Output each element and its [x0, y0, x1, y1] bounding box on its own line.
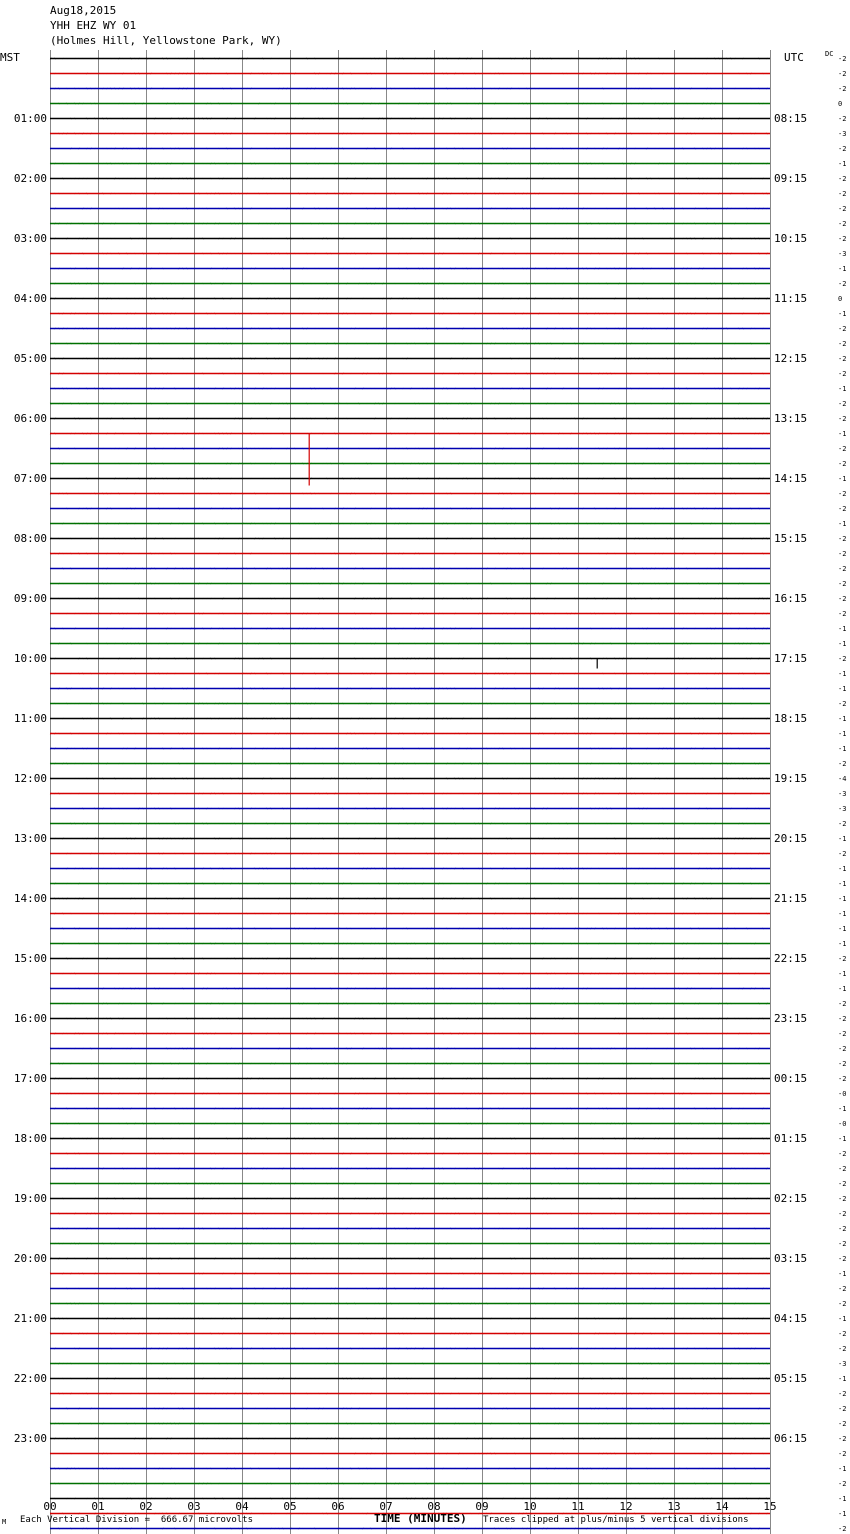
right-time-label: 22:15	[774, 952, 808, 965]
dc-offset-label: -2	[838, 1405, 847, 1413]
left-time-label: 09:00	[13, 592, 47, 605]
x-tick-label: 12	[619, 1500, 633, 1513]
dc-offset-label: -2	[838, 325, 847, 333]
dc-offset-label: -2	[838, 175, 847, 183]
dc-offset-label: -1	[838, 685, 847, 693]
x-tick-label: 07	[379, 1500, 393, 1513]
footer-mark: M	[2, 1518, 7, 1526]
dc-offset-label: -2	[838, 490, 847, 498]
station-location: (Holmes Hill, Yellowstone Park, WY)	[50, 34, 282, 47]
left-time-label: 11:00	[13, 712, 47, 725]
dc-offset-label: -1	[838, 1315, 847, 1323]
dc-offset-label: -2	[838, 400, 847, 408]
right-time-label: 00:15	[774, 1072, 808, 1085]
right-time-label: 02:15	[774, 1192, 808, 1205]
left-time-label: 16:00	[13, 1012, 47, 1025]
dc-offset-label: -2	[838, 580, 847, 588]
right-time-label: 17:15	[774, 652, 808, 665]
trace-group	[50, 58, 770, 1534]
dc-offset-label: -2	[838, 505, 847, 513]
dc-offset-label: -1	[838, 385, 847, 393]
dc-offset-label: -2	[838, 355, 847, 363]
dc-offset-label: -2	[838, 1015, 847, 1023]
dc-offset-label: -2	[838, 220, 847, 228]
dc-offset-label: -2	[838, 1525, 847, 1533]
x-tick-label: 13	[667, 1500, 681, 1513]
x-tick-label: 15	[763, 1500, 777, 1513]
dc-offset-label: -3	[838, 250, 847, 258]
dc-offset-label: -1	[838, 1375, 847, 1383]
dc-offset-label: -1	[838, 1105, 847, 1113]
clip-note: Traces clipped at plus/minus 5 vertical divisions	[483, 1515, 749, 1525]
right-time-label: 21:15	[774, 892, 808, 905]
dc-offset-label: -2	[838, 760, 847, 768]
dc-offset-label: -1	[838, 160, 847, 168]
left-time-label: 20:00	[13, 1252, 47, 1265]
dc-offset-label: 0	[838, 295, 843, 303]
right-time-label: 19:15	[774, 772, 808, 785]
station-id: YHH EHZ WY 01	[50, 19, 137, 32]
dc-offset-label: -1	[838, 265, 847, 273]
dc-offset-label: -1	[838, 1270, 847, 1278]
right-time-label: 16:15	[774, 592, 808, 605]
dc-offset-label: -2	[838, 565, 847, 573]
dc-offset-label: -2	[838, 1420, 847, 1428]
left-time-label: 22:00	[13, 1372, 47, 1385]
left-time-label: 02:00	[13, 172, 47, 185]
x-tick-label: 10	[523, 1500, 537, 1513]
dc-offset-label: -2	[838, 1030, 847, 1038]
left-time-label: 12:00	[13, 772, 47, 785]
right-time-label: 20:15	[774, 832, 808, 845]
dc-offset-label: -1	[838, 640, 847, 648]
right-time-label: 09:15	[774, 172, 808, 185]
left-time-label: 01:00	[13, 112, 47, 125]
left-time-label: 10:00	[13, 652, 47, 665]
dc-offset-label: -3	[838, 790, 847, 798]
dc-offset-label: -1	[838, 880, 847, 888]
dc-offset-label: -2	[838, 1225, 847, 1233]
x-tick-label: 04	[235, 1500, 249, 1513]
dc-offset-label: -0	[838, 1090, 847, 1098]
dc-offset-label: -1	[838, 1495, 847, 1503]
dc-offset-label: -2	[838, 1390, 847, 1398]
dc-offset-label: -1	[838, 985, 847, 993]
dc-offset-label: -2	[838, 1210, 847, 1218]
right-time-label: 11:15	[774, 292, 808, 305]
dc-offset-label: -3	[838, 805, 847, 813]
left-time-label: 23:00	[13, 1432, 47, 1445]
x-tick-label: 11	[571, 1500, 585, 1513]
dc-offset-label: -1	[838, 1465, 847, 1473]
dc-offset-label: -2	[838, 1480, 847, 1488]
dc-offset-label: -4	[838, 775, 847, 783]
left-time-label: 14:00	[13, 892, 47, 905]
dc-offset-label: -2	[838, 1165, 847, 1173]
right-time-label: 14:15	[774, 472, 808, 485]
event-group	[309, 433, 597, 669]
x-axis-title: TIME (MINUTES)	[374, 1512, 467, 1525]
right-time-label: 18:15	[774, 712, 808, 725]
dc-offset-label: -1	[838, 925, 847, 933]
left-time-label: 07:00	[13, 472, 47, 485]
left-time-label: 05:00	[13, 352, 47, 365]
dc-offset-label: -2	[838, 550, 847, 558]
right-time-label: 05:15	[774, 1372, 808, 1385]
dc-offset-label: -2	[838, 655, 847, 663]
right-time-label: 10:15	[774, 232, 808, 245]
dc-offset-label: -2	[838, 1060, 847, 1068]
right-time-label: 12:15	[774, 352, 808, 365]
dc-offset-label: -2	[838, 535, 847, 543]
dc-offset-label: -2	[838, 370, 847, 378]
dc-offset-label: -2	[838, 115, 847, 123]
left-time-label: 15:00	[13, 952, 47, 965]
right-time-label: 13:15	[774, 412, 808, 425]
dc-offset-label: -2	[838, 1285, 847, 1293]
dc-offset-label: -2	[838, 415, 847, 423]
dc-offset-label: -3	[838, 130, 847, 138]
dc-offset-label: -2	[838, 340, 847, 348]
dc-offset-label: -2	[838, 445, 847, 453]
dc-offset-label: -1	[838, 715, 847, 723]
left-time-label: 18:00	[13, 1132, 47, 1145]
dc-offset-label: -2	[838, 205, 847, 213]
dc-offset-label: -1	[838, 940, 847, 948]
dc-offset-label: -1	[838, 475, 847, 483]
dc-offset-label: -2	[838, 280, 847, 288]
right-time-label: 15:15	[774, 532, 808, 545]
dc-offset-label: -1	[838, 310, 847, 318]
dc-offset-label: -2	[838, 235, 847, 243]
dc-offset-label: -2	[838, 1045, 847, 1053]
right-time-label: 06:15	[774, 1432, 808, 1445]
x-tick-label: 09	[475, 1500, 489, 1513]
dc-offset-label: -0	[838, 1120, 847, 1128]
x-tick-label: 08	[427, 1500, 441, 1513]
dc-offset-label: -1	[838, 430, 847, 438]
dc-offset-label: -2	[838, 1000, 847, 1008]
dc-offset-label: -1	[838, 730, 847, 738]
dc-offset-label: -2	[838, 190, 847, 198]
dc-offset-label: -2	[838, 1345, 847, 1353]
dc-offset-label: -1	[838, 970, 847, 978]
dc-offset-label: -2	[838, 1150, 847, 1158]
dc-offset-label: -2	[838, 1330, 847, 1338]
dc-offset-label: -2	[838, 1240, 847, 1248]
dc-offset-label: -3	[838, 1360, 847, 1368]
dc-label: DC	[825, 50, 834, 58]
dc-offset-label: -1	[838, 1510, 847, 1518]
dc-offset-label: -1	[838, 835, 847, 843]
dc-offset-labels	[838, 55, 846, 1534]
dc-offset-label: -1	[838, 745, 847, 753]
x-tick-label: 02	[139, 1500, 153, 1513]
dc-offset-label: -2	[838, 955, 847, 963]
dc-offset-label: -1	[838, 910, 847, 918]
dc-offset-label: -2	[838, 70, 847, 78]
dc-offset-label: -2	[838, 1300, 847, 1308]
dc-offset-label: -2	[838, 850, 847, 858]
left-time-label: 19:00	[13, 1192, 47, 1205]
dc-offset-label: -2	[838, 1435, 847, 1443]
minute-grid	[51, 50, 771, 1534]
dc-offset-label: -2	[838, 820, 847, 828]
right-time-label: 03:15	[774, 1252, 808, 1265]
x-tick-label: 14	[715, 1500, 729, 1513]
dc-offset-label: -1	[838, 520, 847, 528]
right-time-label: 01:15	[774, 1132, 808, 1145]
left-time-label: 13:00	[13, 832, 47, 845]
dc-offset-label: -2	[838, 145, 847, 153]
x-tick-label: 03	[187, 1500, 201, 1513]
left-axis-label: MST	[0, 51, 20, 64]
dc-offset-label: -1	[838, 865, 847, 873]
left-time-label: 17:00	[13, 1072, 47, 1085]
left-time-label: 04:00	[13, 292, 47, 305]
dc-offset-label: -1	[838, 670, 847, 678]
right-time-label: 23:15	[774, 1012, 808, 1025]
x-tick-label: 01	[91, 1500, 105, 1513]
dc-offset-label: -2	[838, 700, 847, 708]
dc-offset-label: -2	[838, 55, 847, 63]
scale-note: Each Vertical Division = 666.67 microvolts	[20, 1515, 253, 1525]
x-tick-label: 00	[43, 1500, 57, 1513]
dc-offset-label: -2	[838, 460, 847, 468]
right-time-label: 04:15	[774, 1312, 808, 1325]
x-tick-label: 06	[331, 1500, 345, 1513]
left-time-label: 21:00	[13, 1312, 47, 1325]
dc-offset-label: -1	[838, 625, 847, 633]
dc-offset-label: -2	[838, 595, 847, 603]
right-time-label: 08:15	[774, 112, 808, 125]
dc-offset-label: -2	[838, 85, 847, 93]
dc-offset-label: -2	[838, 1450, 847, 1458]
dc-offset-label: -2	[838, 610, 847, 618]
left-time-label: 08:00	[13, 532, 47, 545]
x-tick-label: 05	[283, 1500, 297, 1513]
dc-offset-label: -2	[838, 1195, 847, 1203]
left-time-label: 06:00	[13, 412, 47, 425]
left-time-label: 03:00	[13, 232, 47, 245]
dc-offset-label: -1	[838, 895, 847, 903]
dc-offset-label: 0	[838, 100, 843, 108]
dc-offset-label: -2	[838, 1075, 847, 1083]
chart-date: Aug18,2015	[50, 4, 117, 17]
dc-offset-label: -2	[838, 1255, 847, 1263]
right-axis-label: UTC	[784, 51, 804, 64]
dc-offset-label: -1	[838, 1135, 847, 1143]
dc-offset-label: -2	[838, 1180, 847, 1188]
